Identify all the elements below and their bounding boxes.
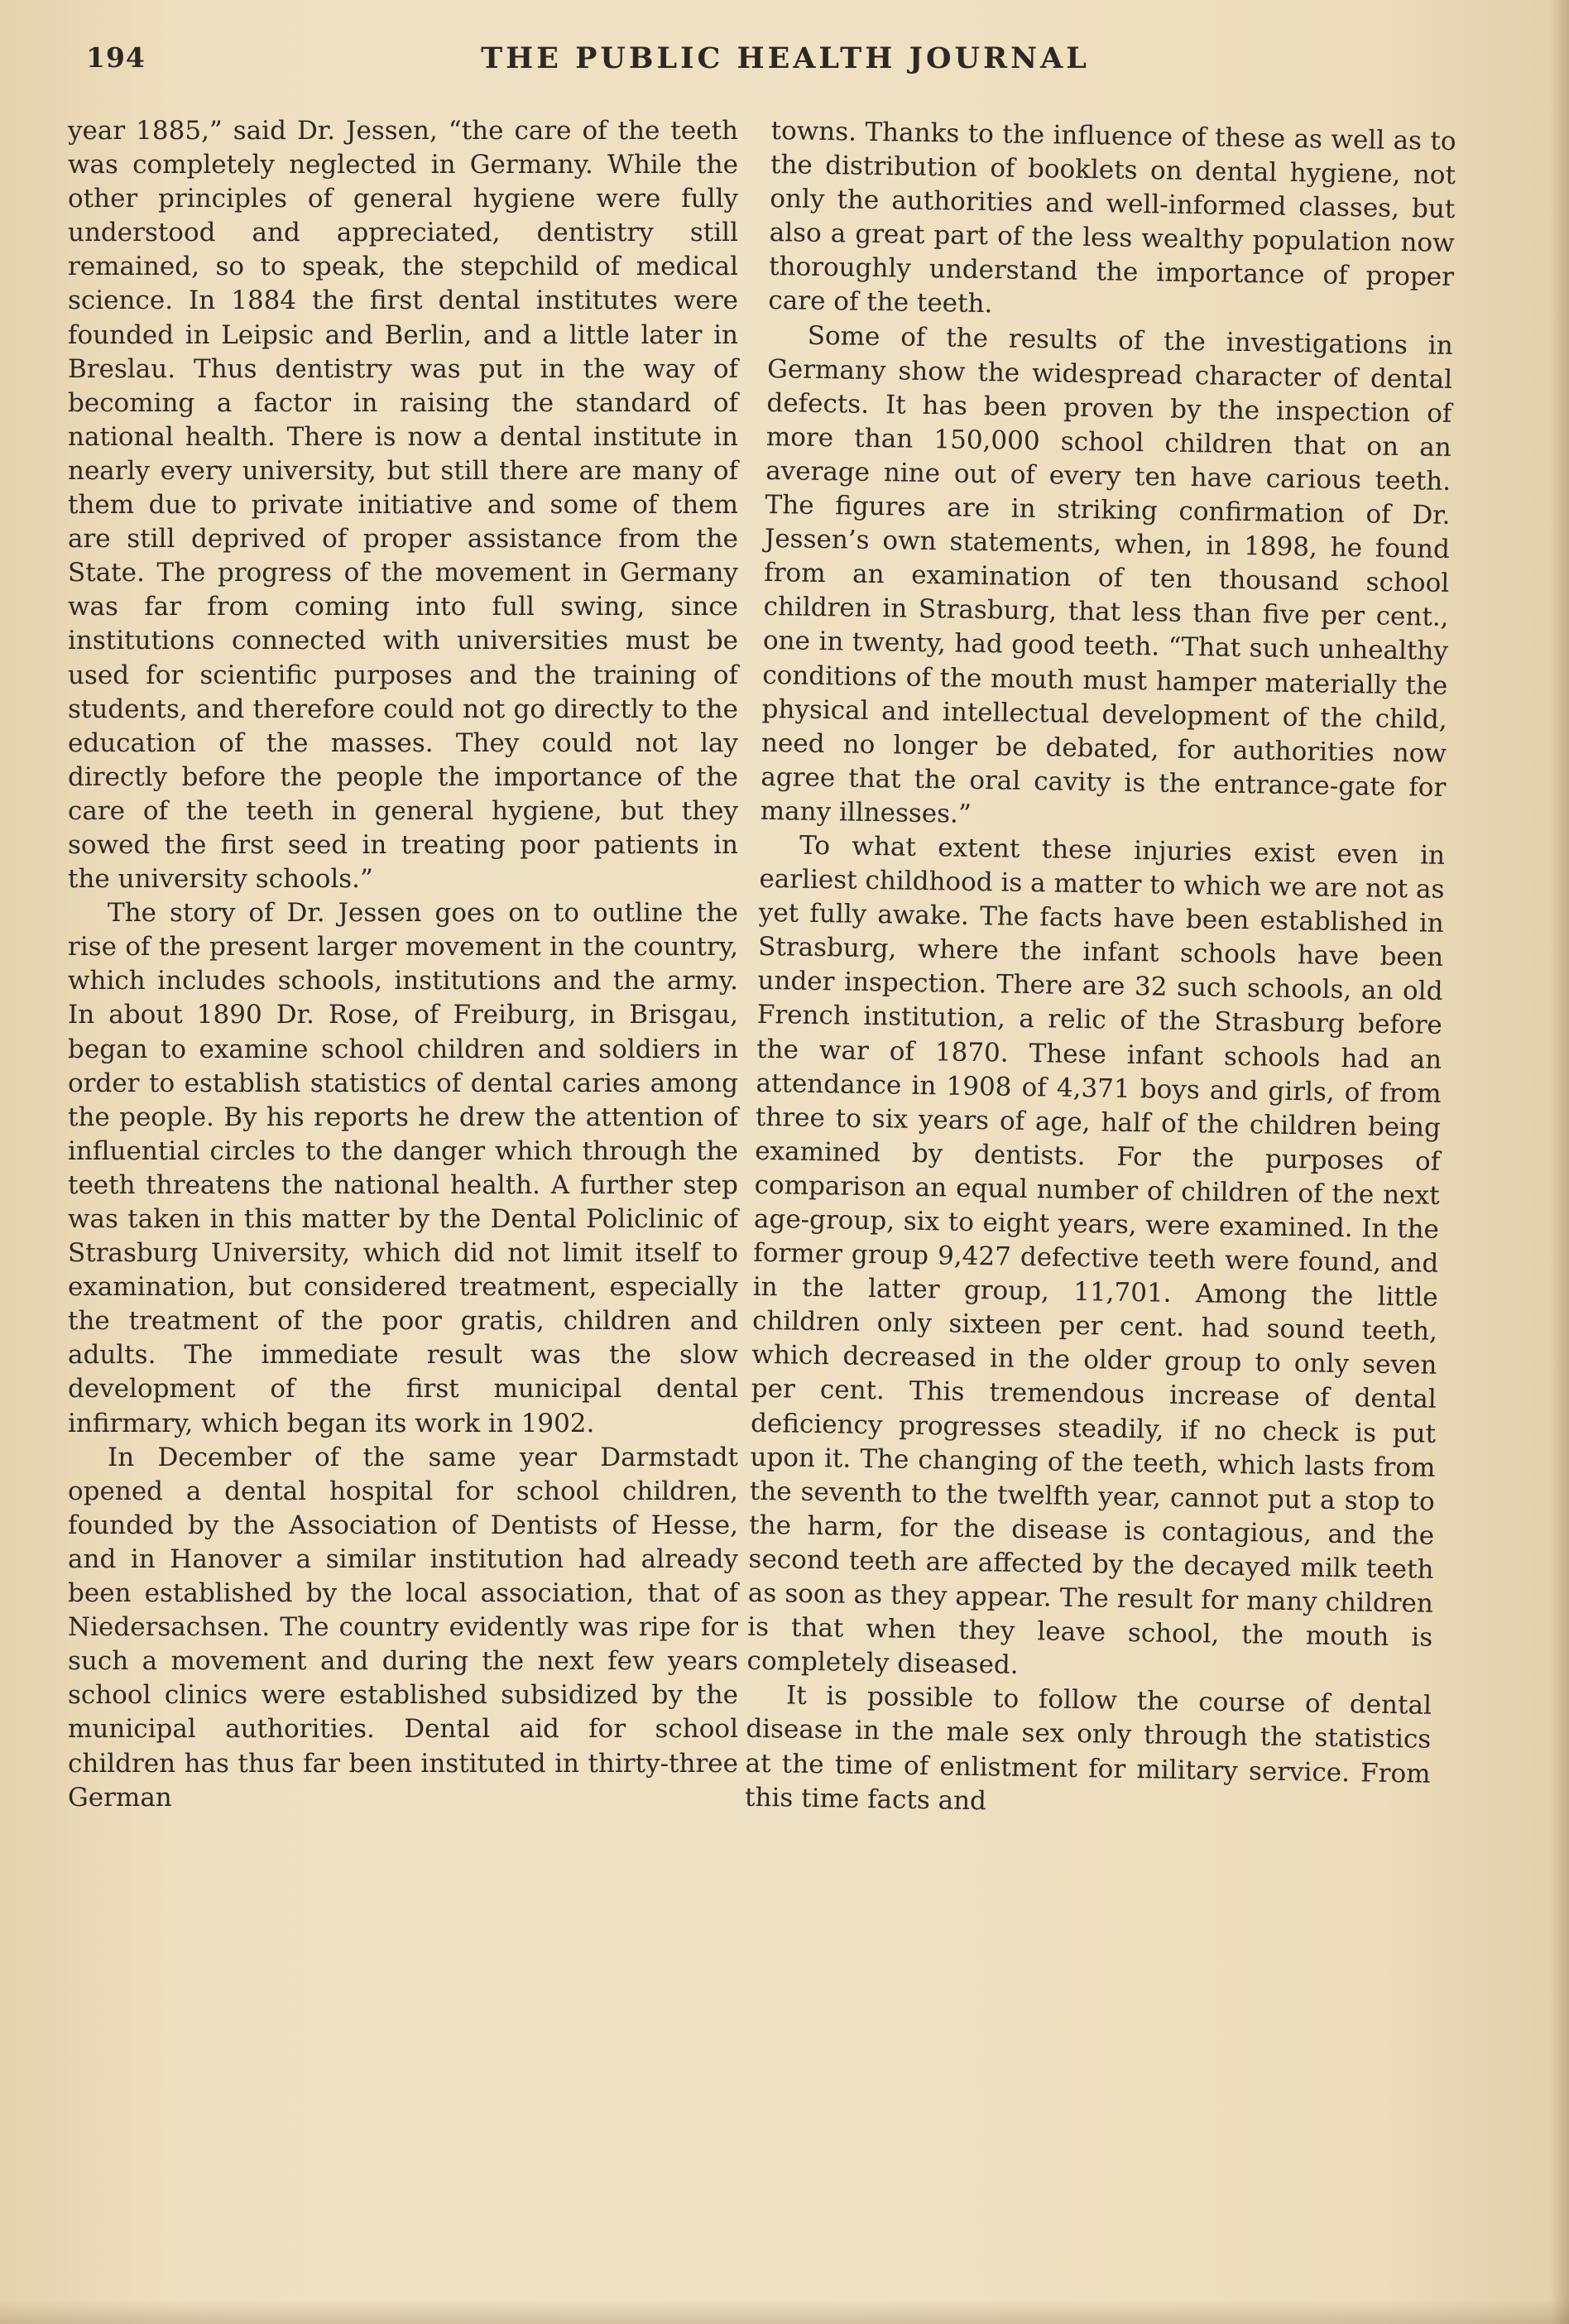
paragraph: year 1885,” said Dr. Jessen, “the care of the teeth was completely neglected in Germany. While the other principles of general hygiene were fully understood and appreciated, dentistry still remained, so to speak, the stepchild of medical science. In 1884 the first dental institutes were founded in Leipsic and Berlin, and a little later in Breslau. Thus dentistry was put in the way of becoming a factor in raising the standard of national health. There is now a dental institute in nearly every university, but still there are many of them due to private initiative and some of them are still deprived of proper assistance from the State. The progress of the movement in Germany was far from coming into full swing, since institutions connected with universities must be used for scientific purposes and the training of students, and therefore could not go directly to the education of the masses. They could not lay directly before the people the importance of the care of the teeth in general hygiene, but they sowed the first seed in treating poor patients in the university schools.” [68, 116, 738, 895]
paragraph: The story of Dr. Jessen goes on to outline the rise of the present larger movement in the country, which includes schools, institutions and the army. In about 1890 Dr. Rose, of Freiburg, in Brisgau, began to examine school children and soldiers in order to establish statistics of dental caries among the people. By his reports he drew the attention of influential circles to the danger which through the teeth threatens the national health. A further step was taken in this matter by the Dental Policlinic of Strasburg University, which did not limit itself to examination, but considered treatment, especially the treatment of the poor gratis, children and adults. The immediate result was the slow development of the first municipal dental infirmary, which began its work in 1902. [68, 898, 738, 1438]
journal-title: THE PUBLIC HEALTH JOURNAL [481, 41, 1090, 75]
page-bottom-edge [0, 2299, 1569, 2324]
paragraph: It is possible to follow the course of dental disease in the male sex only through the statistics at the time of enlistment for military service. From this time facts and [744, 1680, 1432, 1816]
paragraph: Some of the results of the investigations in Germany show the widespread character of dental defects. It has been proven by the inspection of more than 150,000 school children that on an average nine out of every ten have carious teeth. The figures are in striking confirmation of Dr. Jessen’s own statements, when, in 1898, he found from an examination of ten thousand school children in Strasburg, that less than five per cent., one in twenty, had good teeth. “That such unhealthy conditions of the mouth must hamper materially the physical and intellectual development of the child, need no longer be debated, for authorities now agree that the oral cavity is the entrance-gate for many illnesses.” [760, 320, 1453, 829]
page-header [86, 41, 1451, 83]
paragraph: towns. Thanks to the influence of these as well as to the distribution of booklets on dental hygiene, not only the authorities and well-informed classes, but also a great part of the less wealthy population now thoroughly understand the importance of proper care of the teeth. [768, 115, 1456, 319]
page-right-edge [1551, 0, 1569, 2324]
paragraph: In December of the same year Darmstadt opened a dental hospital for school children, founded by the Association of Dentists of Hesse, and in Hanover a similar institution had already been established by the local association, that of Niedersachsen. The country evidently was ripe for such a movement and during the next few years school clinics were established subsidized by the municipal authorities. Dental aid for school children has thus far been instituted in thirty-three German [68, 1442, 738, 1813]
paragraph: To what extent these injuries exist even in earliest childhood is a matter to which we are not as yet fully awake. The facts have been established in Strasburg, where the infant schools have been under inspection. There are 32 such schools, an old French institution, a relic of the Strasburg before the war of 1870. These infant schools had an attendance in 1908 of 4,371 boys and girls, of from three to six years of age, half of the children being examined by dentists. For the purposes of comparison an equal number of children of the next age-group, six to eight years, were examined. In the former group 9,427 defective teeth were found, and in the latter group, 11,701. Among the little children only sixteen per cent. had sound teeth, which decreased in the older group to only seven per cent. This tremendous increase of dental deficiency progresses steadily, if no check is put upon it. The changing of the teeth, which lasts from the seventh to the twelfth year, cannot put a stop to the harm, for the disease is contagious, and the second teeth are affected by the decayed milk teeth as soon as they appear. The result for many children is that when they leave school, the mouth is completely diseased. [746, 830, 1446, 1681]
page-number: 194 [86, 41, 146, 74]
left-column [68, 114, 738, 1815]
right-column [745, 114, 1456, 1825]
